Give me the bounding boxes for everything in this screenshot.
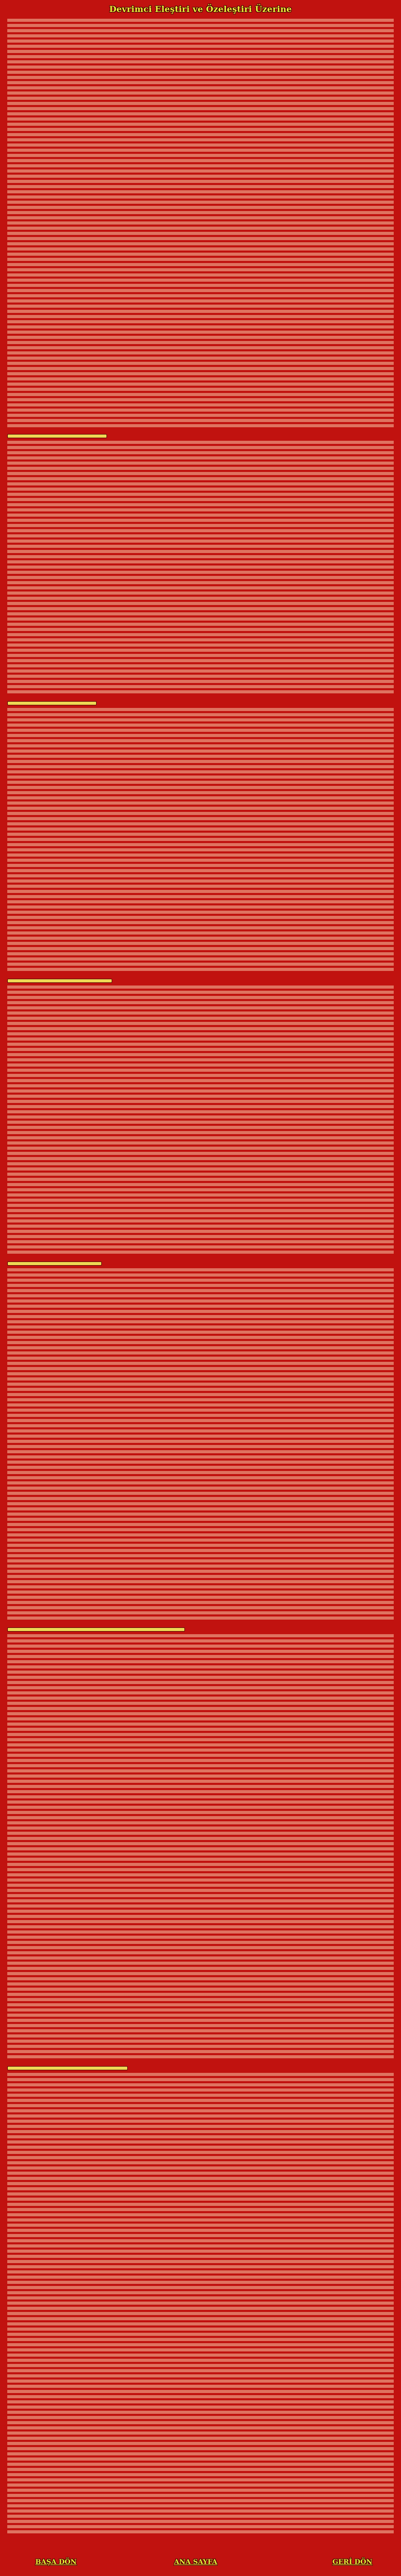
bottom-navigation [0,2556,401,2570]
article-text-block [7,985,394,1256]
article-text-block [7,19,394,429]
section-heading-line [7,1627,185,1632]
section-heading [7,700,394,706]
article-title: Devrimci Eleştiri ve Özeleştiri Üzerine [109,4,292,14]
section-heading-line [7,979,112,983]
main-page-link[interactable]: ANA SAYFA [174,2558,218,2566]
section-heading [7,1626,394,1632]
section-heading [7,2065,394,2071]
section-heading-line [7,701,97,705]
section-heading-line [7,2066,128,2070]
section-heading [7,432,394,439]
section-heading [7,1260,394,1266]
article-text-block [7,1634,394,2060]
section-heading-line [7,434,107,438]
article-text-block [7,441,394,695]
home-link[interactable]: BAŞA DÖN [35,2558,77,2566]
article-text-block [7,1268,394,1622]
section-heading-line [7,1261,102,1266]
section-heading [7,977,394,983]
article-text-block [7,2073,394,2535]
back-link[interactable]: GERİ DÖN [332,2558,372,2566]
article-text-block [7,708,394,973]
